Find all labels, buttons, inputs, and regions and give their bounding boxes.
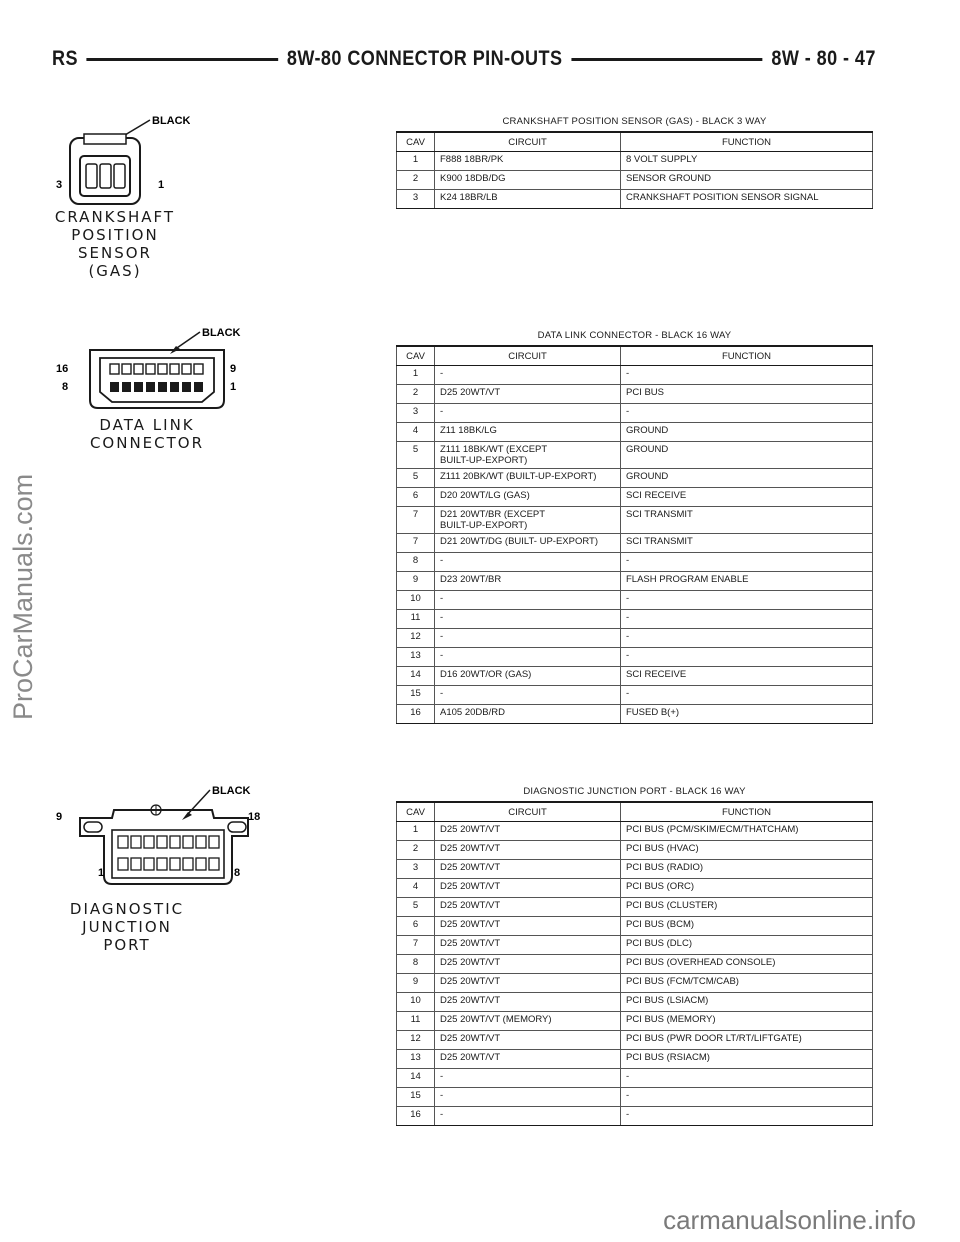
- table-row: [397, 572, 873, 591]
- cell-cav: 6: [397, 917, 435, 936]
- table-row: [397, 190, 873, 209]
- cell-circuit: -: [435, 1088, 621, 1107]
- table-row: [397, 385, 873, 404]
- cell-function: -: [621, 553, 873, 572]
- cell-circuit: D20 20WT/LG (GAS): [435, 488, 621, 507]
- cell-cav: 1: [397, 152, 435, 171]
- cell-circuit: D25 20WT/VT: [435, 936, 621, 955]
- cell-cav: 9: [397, 572, 435, 591]
- diagnostic-junction-port-diagram: [52, 780, 262, 954]
- pin-label: 9: [56, 811, 63, 823]
- cell-circuit: -: [435, 610, 621, 629]
- table-row: [397, 1069, 873, 1088]
- cell-cav: 3: [397, 404, 435, 423]
- cell-circuit: K24 18BR/LB: [435, 190, 621, 209]
- cell-circuit: K900 18DB/DG: [435, 171, 621, 190]
- cell-function: GROUND: [621, 469, 873, 488]
- cell-cav: 8: [397, 553, 435, 572]
- cell-cav: 16: [397, 705, 435, 724]
- pinout-table: [396, 801, 873, 1126]
- cell-circuit: -: [435, 1107, 621, 1126]
- pin-label: 3: [56, 179, 63, 191]
- cell-cav: 2: [397, 385, 435, 404]
- table-row: [397, 507, 873, 534]
- table-row: [397, 152, 873, 171]
- cell-cav: 3: [397, 190, 435, 209]
- cell-circuit: -: [435, 591, 621, 610]
- cell-cav: 7: [397, 534, 435, 553]
- pin-label: 9: [230, 363, 237, 375]
- cell-circuit: D25 20WT/VT: [435, 385, 621, 404]
- cell-function: -: [621, 686, 873, 705]
- diagram-caption: CRANKSHAFT POSITION SENSOR (GAS): [54, 208, 176, 280]
- table-row: [397, 442, 873, 469]
- cell-function: PCI BUS: [621, 385, 873, 404]
- cell-cav: 5: [397, 469, 435, 488]
- side-watermark: ProCarManuals.com: [8, 473, 38, 720]
- diagnostic-junction-port-pinout: [396, 786, 873, 1126]
- table-row: [397, 404, 873, 423]
- page-number: 8W - 80 - 47: [771, 47, 876, 70]
- cell-function: PCI BUS (LSIACM): [621, 993, 873, 1012]
- cell-cav: 15: [397, 686, 435, 705]
- cell-function: PCI BUS (HVAC): [621, 841, 873, 860]
- cell-circuit: F888 18BR/PK: [435, 152, 621, 171]
- table-row: [397, 1050, 873, 1069]
- cell-function: PCI BUS (OVERHEAD CONSOLE): [621, 955, 873, 974]
- cell-function: GROUND: [621, 442, 873, 469]
- table-row: [397, 553, 873, 572]
- column-header-function: FUNCTION: [621, 132, 873, 152]
- cell-cav: 2: [397, 841, 435, 860]
- column-header-circuit: CIRCUIT: [435, 802, 621, 822]
- pin-label: 8: [234, 867, 241, 879]
- cell-cav: 12: [397, 629, 435, 648]
- table-row: [397, 1107, 873, 1126]
- cell-function: GROUND: [621, 423, 873, 442]
- cell-cav: 1: [397, 822, 435, 841]
- pin-label: 1: [230, 381, 237, 393]
- cell-cav: 1: [397, 366, 435, 385]
- cell-function: PCI BUS (BCM): [621, 917, 873, 936]
- table-row: [397, 469, 873, 488]
- table-row: [397, 860, 873, 879]
- table-row: [397, 1031, 873, 1050]
- table-title: CRANKSHAFT POSITION SENSOR (GAS) - BLACK 3 WAY: [502, 116, 767, 127]
- cell-circuit: D25 20WT/VT: [435, 993, 621, 1012]
- cell-function: -: [621, 648, 873, 667]
- data-link-connector-diagram: [52, 322, 242, 452]
- cell-cav: 9: [397, 974, 435, 993]
- section-code: RS: [52, 47, 78, 70]
- cell-function: PCI BUS (PWR DOOR LT/RT/LIFTGATE): [621, 1031, 873, 1050]
- cell-function: -: [621, 1107, 873, 1126]
- cell-function: SCI RECEIVE: [621, 667, 873, 686]
- crankshaft-sensor-pinout: [396, 116, 873, 209]
- column-header-circuit: CIRCUIT: [435, 132, 621, 152]
- cell-cav: 15: [397, 1088, 435, 1107]
- table-row: [397, 171, 873, 190]
- cell-circuit: Z111 20BK/WT (BUILT-UP-EXPORT): [435, 469, 621, 488]
- cell-function: SCI RECEIVE: [621, 488, 873, 507]
- table-title: DIAGNOSTIC JUNCTION PORT - BLACK 16 WAY: [523, 786, 746, 797]
- cell-function: PCI BUS (PCM/SKIM/ECM/THATCHAM): [621, 822, 873, 841]
- data-link-connector-drawing: [52, 322, 242, 416]
- color-callout: BLACK: [202, 327, 241, 339]
- crankshaft-sensor-drawing: [40, 108, 190, 208]
- table-row: [397, 955, 873, 974]
- cell-function: FLASH PROGRAM ENABLE: [621, 572, 873, 591]
- cell-circuit: -: [435, 648, 621, 667]
- cell-function: SENSOR GROUND: [621, 171, 873, 190]
- column-header-circuit: CIRCUIT: [435, 346, 621, 366]
- table-row: [397, 667, 873, 686]
- cell-circuit: D23 20WT/BR: [435, 572, 621, 591]
- table-row: [397, 841, 873, 860]
- cell-function: PCI BUS (FCM/TCM/CAB): [621, 974, 873, 993]
- column-header-function: FUNCTION: [621, 802, 873, 822]
- cell-function: -: [621, 610, 873, 629]
- cell-function: PCI BUS (RADIO): [621, 860, 873, 879]
- pinout-table: [396, 131, 873, 209]
- cell-cav: 2: [397, 171, 435, 190]
- cell-circuit: D25 20WT/VT: [435, 1031, 621, 1050]
- cell-function: SCI TRANSMIT: [621, 534, 873, 553]
- color-callout: BLACK: [152, 115, 190, 127]
- header-rule: [87, 58, 279, 61]
- table-row: [397, 879, 873, 898]
- column-header-cav: CAV: [397, 346, 435, 366]
- cell-function: FUSED B(+): [621, 705, 873, 724]
- cell-function: PCI BUS (MEMORY): [621, 1012, 873, 1031]
- table-row: [397, 629, 873, 648]
- page-title: 8W-80 CONNECTOR PIN-OUTS: [286, 47, 563, 70]
- cell-circuit: D25 20WT/VT: [435, 955, 621, 974]
- header-rule: [571, 58, 763, 61]
- table-row: [397, 488, 873, 507]
- cell-cav: 4: [397, 879, 435, 898]
- cell-cav: 11: [397, 1012, 435, 1031]
- cell-function: PCI BUS (ORC): [621, 879, 873, 898]
- color-callout: BLACK: [212, 785, 251, 797]
- cell-cav: 12: [397, 1031, 435, 1050]
- cell-circuit: D25 20WT/VT: [435, 860, 621, 879]
- cell-function: -: [621, 591, 873, 610]
- cell-function: SCI TRANSMIT: [621, 507, 873, 534]
- cell-cav: 16: [397, 1107, 435, 1126]
- cell-cav: 7: [397, 507, 435, 534]
- cell-circuit: D25 20WT/VT: [435, 841, 621, 860]
- cell-function: PCI BUS (CLUSTER): [621, 898, 873, 917]
- cell-cav: 14: [397, 1069, 435, 1088]
- table-row: [397, 936, 873, 955]
- cell-function: -: [621, 366, 873, 385]
- pin-label: 1: [98, 867, 105, 879]
- column-header-cav: CAV: [397, 802, 435, 822]
- cell-function: -: [621, 1069, 873, 1088]
- cell-circuit: -: [435, 366, 621, 385]
- cell-circuit: D25 20WT/VT: [435, 1050, 621, 1069]
- cell-circuit: A105 20DB/RD: [435, 705, 621, 724]
- cell-circuit: -: [435, 404, 621, 423]
- cell-circuit: -: [435, 629, 621, 648]
- cell-circuit: D25 20WT/VT: [435, 822, 621, 841]
- cell-cav: 10: [397, 591, 435, 610]
- table-row: [397, 1012, 873, 1031]
- page-header: [52, 44, 876, 74]
- pin-label: 8: [62, 381, 69, 393]
- table-row: [397, 974, 873, 993]
- cell-cav: 4: [397, 423, 435, 442]
- diagram-caption: DATA LINK CONNECTOR: [89, 416, 205, 452]
- column-header-cav: CAV: [397, 132, 435, 152]
- cell-circuit: D16 20WT/OR (GAS): [435, 667, 621, 686]
- cell-circuit: -: [435, 686, 621, 705]
- table-row: [397, 1088, 873, 1107]
- column-header-function: FUNCTION: [621, 346, 873, 366]
- cell-cav: 10: [397, 993, 435, 1012]
- cell-function: -: [621, 404, 873, 423]
- cell-function: PCI BUS (DLC): [621, 936, 873, 955]
- cell-circuit: -: [435, 1069, 621, 1088]
- cell-cav: 8: [397, 955, 435, 974]
- cell-circuit: Z11 18BK/LG: [435, 423, 621, 442]
- table-row: [397, 898, 873, 917]
- pin-label: 18: [248, 811, 261, 823]
- data-link-connector-pinout: [396, 330, 873, 724]
- table-row: [397, 917, 873, 936]
- cell-cav: 13: [397, 648, 435, 667]
- pin-label: 16: [56, 363, 69, 375]
- table-row: [397, 610, 873, 629]
- cell-cav: 7: [397, 936, 435, 955]
- cell-circuit: D25 20WT/VT: [435, 917, 621, 936]
- cell-function: -: [621, 1088, 873, 1107]
- cell-function: CRANKSHAFT POSITION SENSOR SIGNAL: [621, 190, 873, 209]
- table-row: [397, 534, 873, 553]
- table-row: [397, 648, 873, 667]
- cell-circuit: D25 20WT/VT: [435, 879, 621, 898]
- table-row: [397, 822, 873, 841]
- pinout-table: [396, 345, 873, 724]
- cell-cav: 6: [397, 488, 435, 507]
- table-row: [397, 591, 873, 610]
- table-row: [397, 366, 873, 385]
- cell-cav: 14: [397, 667, 435, 686]
- cell-circuit: -: [435, 553, 621, 572]
- cell-cav: 5: [397, 898, 435, 917]
- table-row: [397, 423, 873, 442]
- cell-circuit: D21 20WT/DG (BUILT- UP-EXPORT): [435, 534, 621, 553]
- cell-circuit: Z111 18BK/WT (EXCEPT BUILT-UP-EXPORT): [435, 442, 621, 469]
- cell-circuit: D25 20WT/VT (MEMORY): [435, 1012, 621, 1031]
- cell-cav: 3: [397, 860, 435, 879]
- cell-cav: 11: [397, 610, 435, 629]
- crankshaft-sensor-diagram: [40, 108, 190, 280]
- cell-cav: 13: [397, 1050, 435, 1069]
- cell-function: -: [621, 629, 873, 648]
- cell-function: PCI BUS (RSIACM): [621, 1050, 873, 1069]
- cell-circuit: D21 20WT/BR (EXCEPT BUILT-UP-EXPORT): [435, 507, 621, 534]
- cell-function: 8 VOLT SUPPLY: [621, 152, 873, 171]
- table-row: [397, 686, 873, 705]
- cell-cav: 5: [397, 442, 435, 469]
- table-row: [397, 705, 873, 724]
- bottom-watermark: carmanualsonline.info: [663, 1205, 916, 1235]
- table-title: DATA LINK CONNECTOR - BLACK 16 WAY: [537, 330, 732, 341]
- pin-label: 1: [158, 179, 165, 191]
- diagnostic-junction-port-drawing: [52, 780, 262, 900]
- table-row: [397, 993, 873, 1012]
- cell-circuit: D25 20WT/VT: [435, 974, 621, 993]
- cell-circuit: D25 20WT/VT: [435, 898, 621, 917]
- diagram-caption: DIAGNOSTIC JUNCTION PORT: [69, 900, 185, 954]
